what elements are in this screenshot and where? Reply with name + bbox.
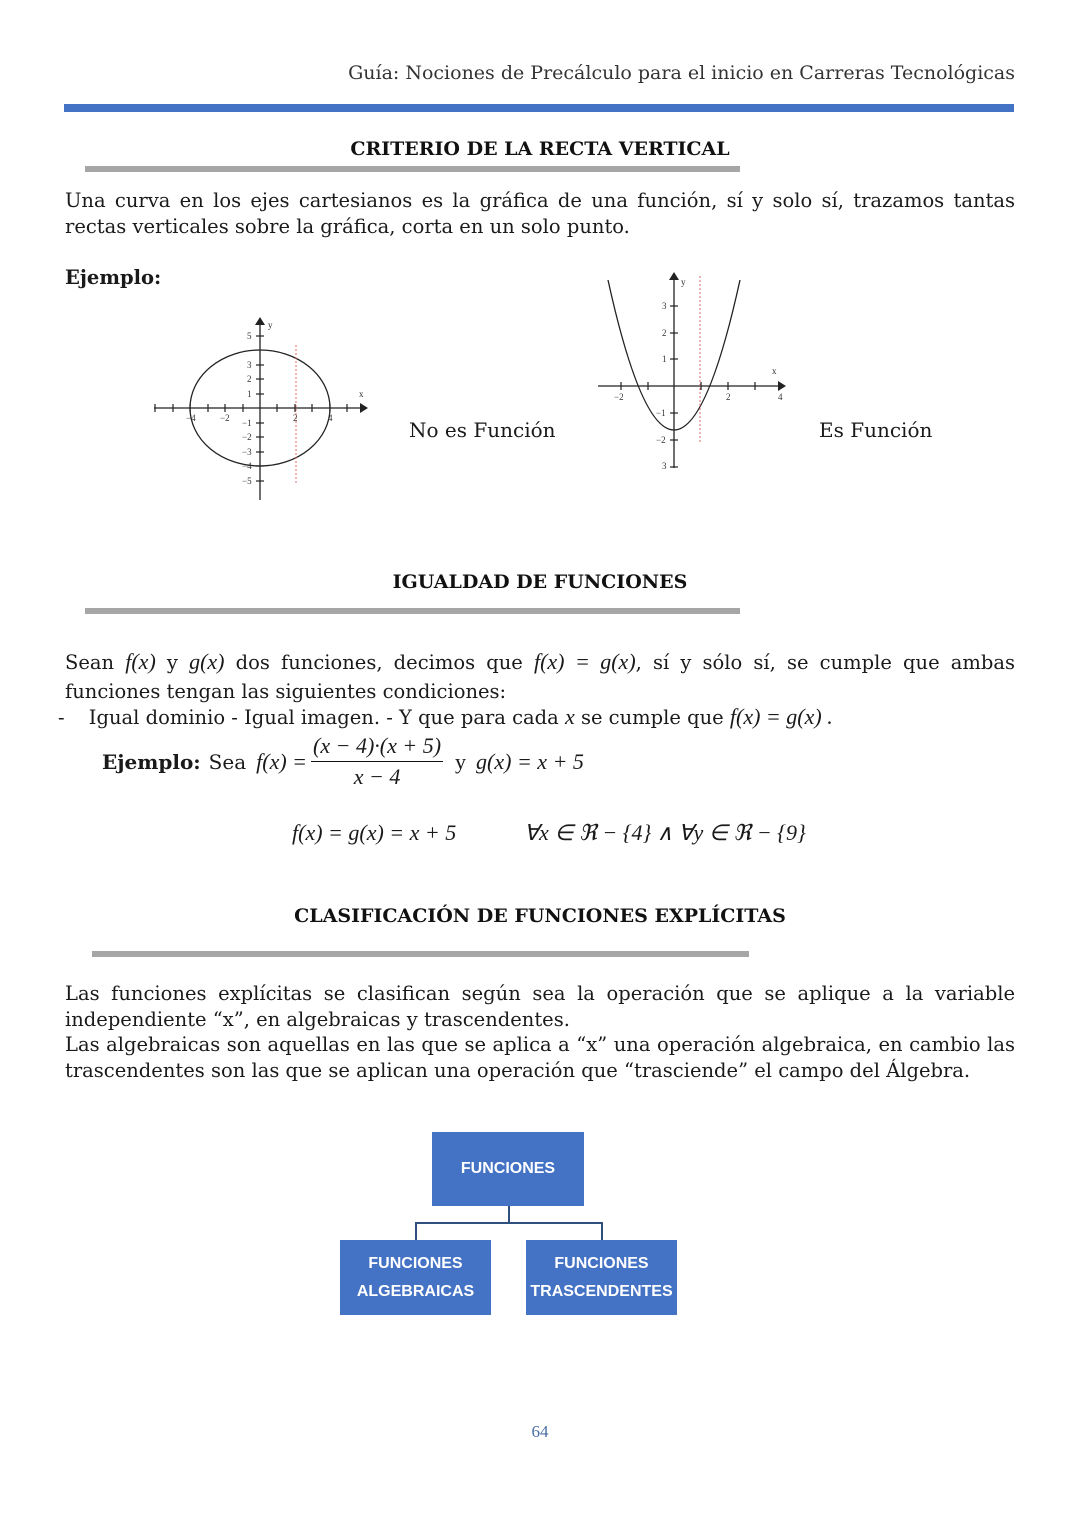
- svg-text:x: x: [772, 366, 777, 376]
- circle-graph: [150, 315, 370, 505]
- svg-text:x: x: [359, 389, 364, 399]
- svg-text:1: 1: [662, 354, 667, 364]
- svg-text:5: 5: [247, 331, 252, 341]
- section-rule: [85, 608, 740, 614]
- svg-text:3: 3: [247, 360, 252, 370]
- not-function-label: No es Función: [409, 418, 556, 442]
- page-number: 64: [531, 1422, 549, 1441]
- parabola-graph: [592, 268, 792, 473]
- diagram-connector: [415, 1222, 417, 1240]
- diagram-connector: [508, 1206, 510, 1223]
- section-title-function-equality: IGUALDAD DE FUNCIONES: [392, 571, 688, 593]
- svg-text:y: y: [268, 320, 273, 330]
- is-function-label: Es Función: [819, 418, 933, 442]
- svg-text:1: 1: [247, 389, 252, 399]
- svg-text:−2: −2: [656, 435, 666, 445]
- svg-text:−4: −4: [186, 413, 196, 423]
- example-label: Ejemplo:: [65, 266, 162, 289]
- classification-text-1: Las funciones explícitas se clasifican según sea la operación que se aplique a la variable independiente “x”, en algebraicas y trascendentes.: [65, 982, 1015, 1031]
- svg-text:4: 4: [778, 392, 783, 402]
- equality-example: Ejemplo: Sea f(x) = $\frac{(x - 4)\cdot(x + 5)}{x - 4}$ y g(x) = x + 5: [102, 733, 584, 789]
- diagram-connector: [415, 1222, 603, 1224]
- svg-text:−1: −1: [242, 418, 252, 428]
- header-rule: [64, 104, 1014, 112]
- svg-text:−2: −2: [242, 432, 252, 442]
- svg-text:3: 3: [662, 461, 667, 471]
- function-equality-text: Sean f(x) y g(x) dos funciones, decimos que f(x) = g(x), sí y sólo sí, se cumple que ambas funciones tengan las siguientes condiciones:: [65, 649, 1015, 703]
- svg-text:2: 2: [247, 374, 252, 384]
- svg-text:y: y: [681, 277, 686, 287]
- diagram-connector: [601, 1222, 603, 1240]
- section-title-explicit-functions: CLASIFICACIÓN DE FUNCIONES EXPLÍCITAS: [294, 905, 786, 927]
- vertical-line-criterion-text: Una curva en los ejes cartesianos es la gráfica de una función, sí y solo sí, trazamos tantas rectas verticales sobre la gráfica, corta en un solo punto.: [65, 189, 1015, 238]
- svg-text:2: 2: [662, 328, 667, 338]
- running-header: Guía: Nociones de Precálculo para el inicio en Carreras Tecnológicas: [348, 62, 1015, 84]
- svg-text:−2: −2: [614, 392, 624, 402]
- svg-text:−4: −4: [242, 461, 252, 471]
- section-rule: [85, 166, 740, 172]
- classification-text-2: Las algebraicas son aquellas en las que se aplica a “x” una operación algebraica, en cambio las trascendentes son las que se aplican una operación que “trasciende” el campo del Álgebra.: [65, 1033, 1015, 1082]
- svg-text:4: 4: [328, 413, 333, 423]
- section-rule: [92, 951, 749, 957]
- diagram-node-algebraic: FUNCIONES ALGEBRAICAS: [340, 1240, 491, 1315]
- svg-text:−1: −1: [656, 408, 666, 418]
- section-title-vertical-line: CRITERIO DE LA RECTA VERTICAL: [350, 138, 730, 160]
- equality-result: f(x) = g(x) = x + 5: [292, 820, 457, 845]
- svg-text:−2: −2: [220, 413, 230, 423]
- svg-text:−5: −5: [242, 476, 252, 486]
- svg-text:3: 3: [662, 301, 667, 311]
- diagram-node-transcendental: FUNCIONES TRASCENDENTES: [526, 1240, 677, 1315]
- svg-text:2: 2: [293, 413, 298, 423]
- diagram-root-node: FUNCIONES: [432, 1132, 584, 1206]
- domain-condition: ∀x ∈ ℜ − {4} ∧ ∀y ∈ ℜ − {9}: [524, 820, 806, 845]
- fraction: $\frac{(x - 4)\cdot(x + 5)}{x - 4}$: [313, 733, 442, 789]
- svg-text:−3: −3: [242, 447, 252, 457]
- condition-bullet: - Igual dominio - Igual imagen. - Y que para cada x se cumple que f(x) = g(x) .: [58, 704, 833, 729]
- svg-text:2: 2: [726, 392, 731, 402]
